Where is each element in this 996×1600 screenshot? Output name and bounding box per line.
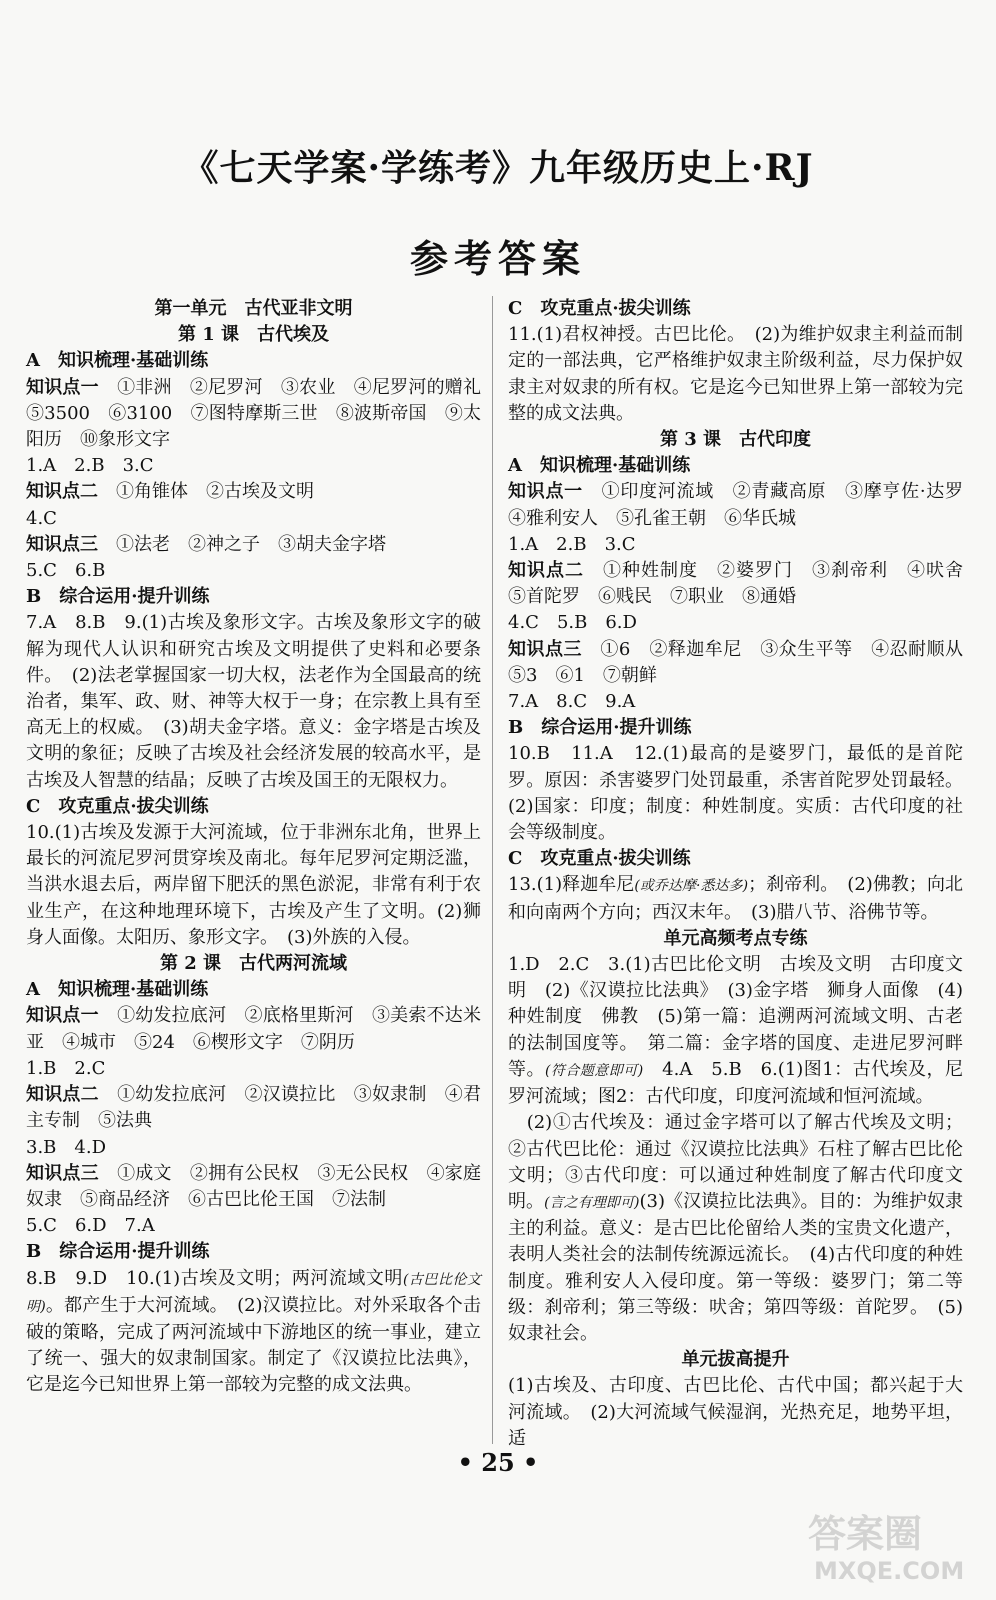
answer-text: ；刹帝利。 (2)佛教；向北和向南两个方向；西汉末年。 (3)腊八节、浴佛节等。 [508,874,963,923]
kp-text: ①幼发拉底河 ②汉谟拉比 ③奴隶制 ④君主专制 ⑤法典 [26,1084,482,1132]
lesson-2-heading: 第 2 课 古代两河流域 [159,953,348,975]
watermark-cn: 答案圈 [808,1512,923,1556]
lesson-3-c-answers [508,872,963,925]
answer-text: 8.B 9.D 10.(1)古埃及文明；两河流域文明 [26,1267,403,1289]
kp-label: 知识点三 [26,1162,99,1184]
unit-heading: 第一单元 古代亚非文明 [154,298,353,319]
kp-text: ①种姓制度 ②婆罗门 ③刹帝利 ④吠舍 ⑤首陀罗 ⑥贱民 ⑦职业 ⑧通婚 [508,560,981,608]
lesson-3-section-c: C 攻克重点·拔尖训练 [508,848,691,870]
lesson-3-b-answers: 10.B 11.A 12.(1)最高的是婆罗门，最低的是首陀罗。原因：杀害婆罗门处罚最重，杀害首陀罗处罚最轻。(2)国家：印度；制度：种姓制度。实质：古代印度的社会等级制度。 [508,743,963,844]
frequent-points-answers-2 [508,1110,963,1347]
lesson-1-section-b: B 综合运用·提升训练 [26,586,210,608]
watermark-en: MXQE.COM [814,1557,965,1585]
lesson-1-kp1 [26,375,500,454]
answer-text: 1.D 2.C 3.(1)古巴比伦文明 古埃及文明 古印度文明 (2)《汉谟拉比法典》 (3)金字塔 狮身人面像 (4)种姓制度 佛教 (5)第一篇：追溯两河流域文明、古老的法制国度等。 第二篇：金字塔的国度、走进尼罗河畔等。 [508,954,963,1080]
lesson-3-section-b: B 综合运用·提升训练 [508,717,692,739]
kp-label: 知识点一 [508,481,583,503]
lesson-2-c-answers: 11.(1)君权神授。古巴比伦。 (2)为维护奴隶主利益而制定的一部法典，它严格维护奴隶主阶级利益，尽力保护奴隶主对奴隶的所有权。它是迄今已知世界上第一部较为完整的成文法典。 [508,324,963,424]
kp-label: 知识点一 [26,1005,99,1027]
answer-line: 4.C [26,507,57,529]
kp-label: 知识点三 [26,533,98,555]
answers-heading: 参考答案 [409,236,586,281]
answer-text: 13.(1)释迦牟尼 [508,874,635,896]
lesson-1-section-a: A 知识梳理·基础训练 [26,350,209,372]
kp-label: 知识点二 [26,1084,99,1106]
answer-note: (符合题意即可) [544,1062,644,1079]
answer-text: 4.A 5.B 6.(1)图1：古代埃及，尼罗河流域；图2：古代印度，印度河流域和恒河流域。 [508,1058,963,1108]
answer-line: 3.B 4.D [26,1136,107,1158]
answer-line: 7.A 8.C 9.A [508,691,636,713]
lesson-3-kp3 [508,637,982,689]
kp-label: 知识点一 [26,376,99,398]
lesson-2-kp1 [26,1003,481,1055]
kp-label: 知识点三 [508,638,582,660]
lesson-1-section-c: C 攻克重点·拔尖训练 [26,795,209,817]
lesson-1-b-answers: 7.A 8.B 9.(1)古埃及象形文字。古埃及象形文字的破解为现代人认识和研究古埃及文明提供了史料和必要条件。 (2)法老掌握国家一切大权，法老作为全国最高的统治者，集军、政、财、神等大权于一身；在宗教上具有至高无上的权威。 (3)胡夫金字塔。意义：金字塔是古埃及文明的象征；反映了古埃及社会经济发展的较高水平，是古埃及人智慧的结晶；反映了古埃及国王的无限权力。 [26,612,481,791]
kp-text: ①非洲 ②尼罗河 ③农业 ④尼罗河的赠礼 ⑤3500 ⑥3100 ⑦图特摩斯三世 ⑧波斯帝国 ⑨太阳历 ⑩象形文字 [26,376,500,451]
lesson-2-b-answers [26,1266,481,1399]
lesson-3-section-a: A 知识梳理·基础训练 [508,455,691,477]
page-title: 《七天学案·学练考》九年级历史上·RJ [182,147,814,189]
answer-line: 1.A 2.B 3.C [508,533,636,555]
lesson-1-heading: 第 1 课 古代埃及 [177,324,330,346]
kp-text: ①6 ②释迦牟尼 ③众生平等 ④忍耐顺从 ⑤3 ⑥1 ⑦朝鲜 [508,638,982,686]
kp-text: ①成文 ②拥有公民权 ③无公民权 ④家庭奴隶 ⑤商品经济 ⑥古巴比伦王国 ⑦法制 [26,1162,482,1210]
lesson-1-kp3 [26,532,481,558]
answer-note: (或乔达摩·悉达多) [634,878,749,895]
lesson-3-kp1 [508,479,982,531]
answer-note: (古巴比伦文明) [26,1271,481,1315]
answer-text: 。都产生于大河流域。 (2)汉谟拉比。对外采取各个击破的策略，完成了两河流域中下游地区的统一事业，建立了统一、强大的奴隶制国家。制定了《汉谟拉比法典》，它是迄今已知世界上第一部较为完整的成文法典。 [26,1294,481,1396]
column-divider [492,296,493,1444]
answer-line: 5.C 6.B [26,560,106,582]
answer-text: (2)①古代埃及：通过金字塔可以了解古代埃及文明；②古代巴比伦：通过《汉谟拉比法典》石柱了解古巴比伦文明；③古代印度：可以通过种姓制度了解古代印度文明。 [508,1112,964,1212]
kp-text: ①幼发拉底河 ②底格里斯河 ③美索不达米亚 ④城市 ⑤24 ⑥楔形文字 ⑦阴历 [26,1005,482,1053]
site-watermark-logo [800,1505,975,1585]
lesson-2-kp3 [26,1161,481,1213]
unit-improvement-heading: 单元拔高提升 [681,1349,790,1371]
answer-line: 1.A 2.B 3.C [26,455,154,477]
answer-line: 1.B 2.C [26,1057,106,1079]
answer-line: 4.C 5.B 6.D [508,612,637,634]
kp-text: ①印度河流域 ②青藏高原 ③摩亨佐·达罗 ④雅利安人 ⑤孔雀王朝 ⑥华氏城 [508,481,982,529]
frequent-points-answers [508,952,963,1110]
answer-note: (言之有理即可) [544,1194,640,1211]
lesson-2-section-a: A 知识梳理·基础训练 [26,979,209,1001]
lesson-1-c-answers: 10.(1)古埃及发源于大河流域，位于非洲东北角，世界上最长的河流尼罗河贯穿埃及南北。每年尼罗河定期泛滥，当洪水退去后，两岸留下肥沃的黑色淤泥，非常有利于农业生产，在这种地理环境下，古埃及产生了文明。(2)狮身人面像。太阳历、象形文字。 (3)外族的入侵。 [26,822,481,948]
lesson-2-section-c: C 攻克重点·拔尖训练 [508,298,691,319]
answer-line: 5.C 6.D 7.A [26,1215,155,1237]
left-column [26,296,500,1399]
answer-text: (3)《汉谟拉比法典》。目的：为维护奴隶主的利益。意义：是古巴比伦留给人类的宝贵文化遗产，表明人类社会的法制传统源远流长。 (4)古代印度的种姓制度。雅利安人入侵印度。第一等级：婆罗门；第二等级：刹帝利；第三等级：吠舍；第四等级：首陀罗。 (5)奴隶社会。 [508,1190,964,1344]
lesson-3-kp2 [508,558,981,610]
unit-frequent-points-heading: 单元高频考点专练 [663,927,808,949]
kp-text: ①角锥体 ②古埃及文明 [116,481,314,503]
right-column [508,296,982,1452]
page-number: • 25 • [457,1448,539,1477]
lesson-2-kp2 [26,1082,481,1134]
lesson-3-heading: 第 3 课 古代印度 [659,429,812,451]
kp-label: 知识点二 [26,481,98,503]
kp-label: 知识点二 [508,560,584,582]
improvement-answers: (1)古埃及、古印度、古巴比伦、古代中国；都兴起于大河流域。 (2)大河流域气候湿润，光热充足，地势平坦，适 [508,1375,963,1449]
lesson-1-kp2 [26,479,481,505]
kp-text: ①法老 ②神之子 ③胡夫金字塔 [116,533,386,555]
lesson-2-section-b: B 综合运用·提升训练 [26,1241,210,1263]
